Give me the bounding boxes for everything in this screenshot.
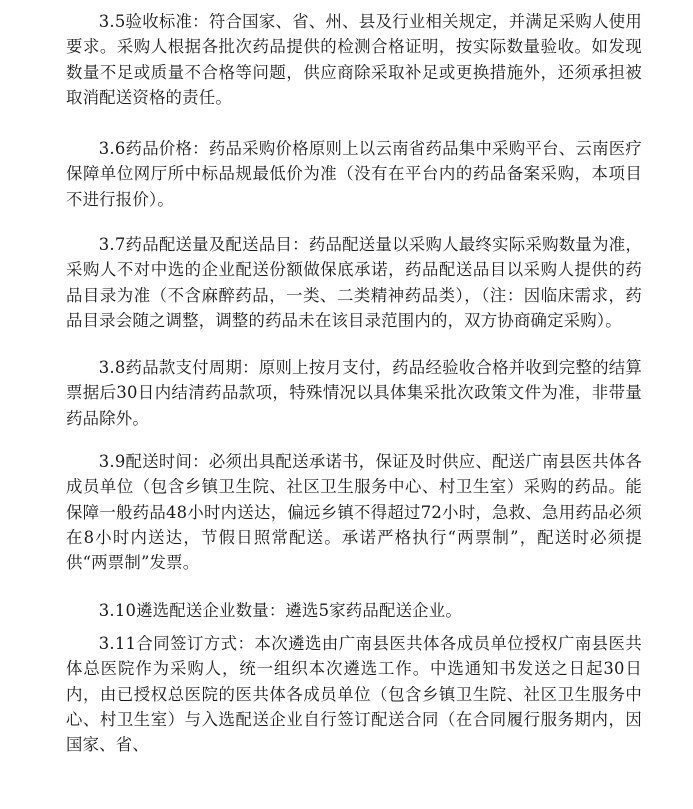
clause-3-7-delivery-volume-and-items: 3.7药品配送量及配送品目：药品配送量以采购人最终实际采购数量为准，采购人不对中选的企业配送份额做保底承诺，药品配送品目以采购人提供的药品目录为准（不含麻醉药品，一类、二类精神药品类），（注：因临床需求，药品目录会随之调整，调整的药品未在该目录范围内的，双方协商确定采购）。 — [66, 235, 642, 330]
clause-3-9-delivery-time: 3.9配送时间：必须出具配送承诺书，保证及时供应、配送广南县医共体各成员单位（包含乡镇卫生院、社区卫生服务中心、村卫生室）采购的药品。能保障一般药品48小时内送达，偏远乡镇不得超过72小时，急救、急用药品必须在8小时内送达，节假日照常配送。承诺严格执行“两票制”，配送时必须提供“两票制”发票。 — [66, 452, 642, 573]
clause-3-10-number-of-suppliers: 3.10遴选配送企业数量：遴选5家药品配送企业。 — [98, 601, 462, 620]
clause-3-8-payment-cycle: 3.8药品款支付周期：原则上按月支付，药品经验收合格并收到完整的结算票据后30日内结清药品款项，特殊情况以具体集采批次政策文件为准，非带量药品除外。 — [66, 358, 642, 428]
clause-3-5-acceptance-standard: 3.5验收标准：符合国家、省、州、县及行业相关规定，并满足采购人使用要求。采购人根据各批次药品提供的检测合格证明，按实际数量验收。如发现数量不足或质量不合格等问题，供应商除采取补足或更换措施外，还须承担被取消配送资格的责任。 — [66, 12, 642, 107]
clause-3-11-contract-signing: 3.11合同签订方式：本次遴选由广南县医共体各成员单位授权广南县医共体总医院作为采购人，统一组织本次遴选工作。中选通知书发送之日起30日内，由已授权总医院的医共体各成员单位（包含乡镇卫生院、社区卫生服务中心、村卫生室）与入选配送企业自行签订配送合同（在合同履行服务期内，因国家、省、 — [66, 634, 642, 755]
clause-3-6-drug-price: 3.6药品价格：药品采购价格原则上以云南省药品集中采购平台、云南医疗保障单位网厅所中标品规最低价为准（没有在平台内的药品备案采购，本项目不进行报价）。 — [66, 139, 642, 209]
